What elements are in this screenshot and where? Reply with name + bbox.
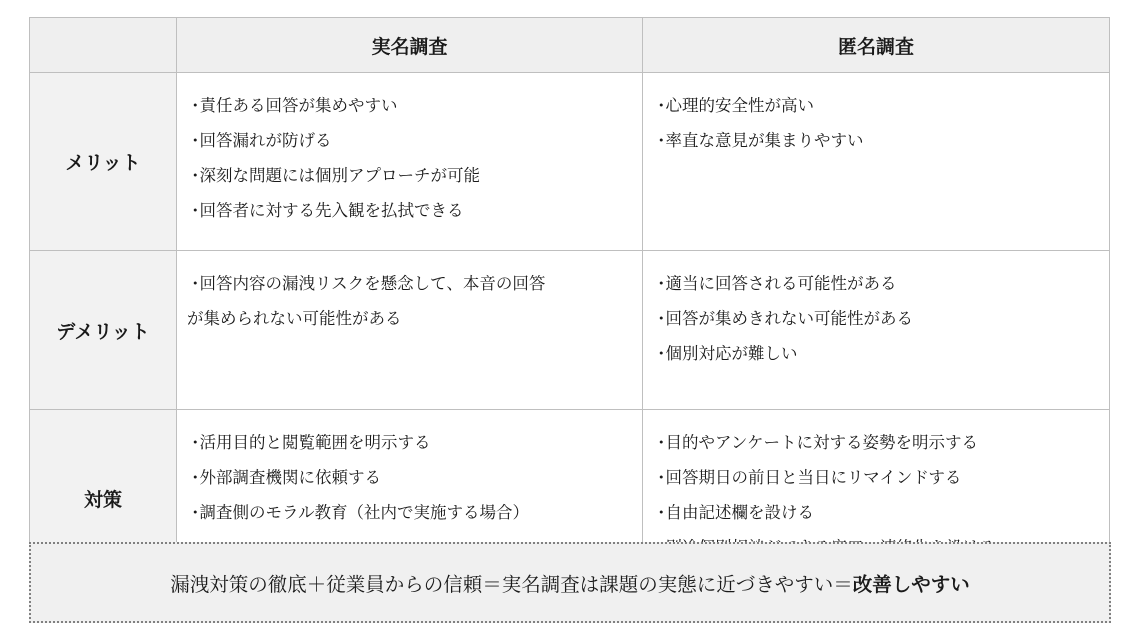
cell-merit-anonymous [643,73,1110,251]
header-anonymous-survey: 匿名調査 [643,18,1110,73]
header-row [30,18,1110,73]
comparison-table [29,17,1110,587]
list-item: ・ 心理的安全性が高い [653,88,1099,123]
paragraph-line-2: が集められない可能性がある [187,309,402,328]
list-item: ・ 目的やアンケートに対する姿勢を明示する [653,425,1099,460]
list-item: ・ 深刻な問題には個別アプローチが可能 [187,158,632,193]
row-demerit [30,251,1110,410]
list-item: ・ 自由記述欄を設ける [653,495,1099,530]
list-item: ・ 適当に回答される可能性がある [653,266,1099,301]
list-item: ・ 調査側のモラル教育（社内で実施する場合） [187,495,632,530]
cell-demerit-anonymous [643,251,1110,410]
list-item: ・ 外部調査機関に依頼する [187,460,632,495]
list-item: ・ 個別対応が難しい [653,336,1099,371]
summary-box [29,542,1111,623]
cell-merit-named [177,73,643,251]
paragraph-line-1: ・ 回答内容の漏洩リスクを懸念して、本音の回答 [187,266,632,301]
row-label-merit: メリット [30,73,177,251]
row-merit [30,73,1110,251]
list-item: ・ 回答者に対する先入観を払拭できる [187,193,632,228]
row-label-demerit: デメリット [30,251,177,410]
corner-cell [30,18,177,73]
summary-emphasis: 改善しやすい [852,572,970,596]
summary-text: 漏洩対策の徹底＋従業員からの信頼＝実名調査は課題の実態に近づきやすい＝ [170,572,853,596]
cell-demerit-named [177,251,643,410]
header-named-survey: 実名調査 [177,18,643,73]
list-item: ・ 回答期日の前日と当日にリマインドする [653,460,1099,495]
list-item: ・ 回答漏れが防げる [187,123,632,158]
list-item: ・ 責任ある回答が集めやすい [187,88,632,123]
list-item: ・ 活用目的と閲覧範囲を明示する [187,425,632,460]
list-item: ・ 率直な意見が集まりやすい [653,123,1099,158]
list-item: ・ 回答が集めきれない可能性がある [653,301,1099,336]
row-label-countermeasure: 対策 [30,410,177,587]
